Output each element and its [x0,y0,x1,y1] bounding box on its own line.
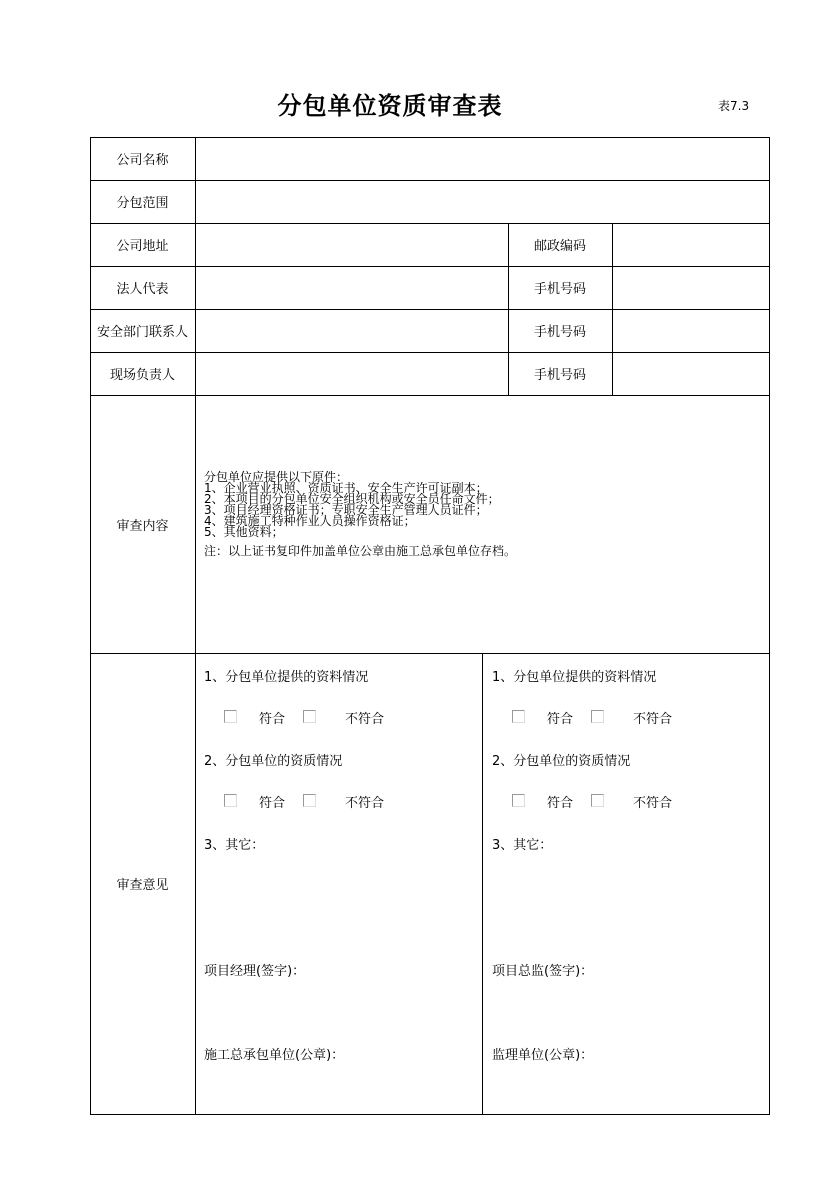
mobile-label: 手机号码 [533,282,586,297]
address-field[interactable] [196,224,508,266]
border [90,1114,770,1115]
mobile-label: 手机号码 [533,325,586,340]
requirement-line: 2、本项目的分包单位安全组织机构或安全员任命文件； [204,492,500,506]
requirement-line: 4、建筑施工特种作业人员操作资格证； [204,514,416,528]
mobile-label: 手机号码 [533,368,586,383]
mobile-field[interactable] [613,267,769,309]
table-number: 表7.3 [718,99,750,113]
postcode-label: 邮政编码 [533,239,586,254]
nonconform-label: 不符合 [345,712,385,727]
question-qualification: 2、分包单位的资质情况 [204,754,343,769]
question-materials: 1、分包单位提供的资料情况 [204,670,369,685]
mobile-field[interactable] [613,353,769,395]
opinion-label: 审查意见 [116,878,169,893]
conform-label: 符合 [547,712,574,727]
signature-label: 项目总监(签字)： [492,964,594,979]
site-manager-label: 现场负责人 [109,368,175,383]
question-materials: 1、分包单位提供的资料情况 [492,670,657,685]
checkbox-nonconform[interactable] [591,710,604,723]
opinion-column-contractor [204,653,474,1113]
review-content-label: 审查内容 [116,518,169,534]
page-title: 分包单位资质审查表 [277,92,503,120]
checkbox-nonconform[interactable] [303,710,316,723]
address-label: 公司地址 [116,239,169,254]
requirement-line: 1、企业营业执照、资质证书、安全生产许可证副本； [204,481,488,495]
safety-contact-field[interactable] [196,310,508,352]
seal-label: 施工总承包单位(公章)： [204,1048,345,1063]
conform-label: 符合 [259,796,286,811]
scope-label: 分包范围 [116,196,169,211]
legal-rep-field[interactable] [196,267,508,309]
checkbox-conform[interactable] [224,794,237,807]
scope-field[interactable] [196,181,769,223]
seal-label: 监理单位(公章)： [492,1048,594,1063]
checkbox-conform[interactable] [512,710,525,723]
question-qualification: 2、分包单位的资质情况 [492,754,631,769]
opinion-column-supervisor [492,653,762,1113]
checkbox-nonconform[interactable] [303,794,316,807]
site-manager-field[interactable] [196,353,508,395]
question-other: 3、其它： [204,838,265,853]
divider [482,653,483,1114]
safety-contact-label: 安全部门联系人 [96,325,188,340]
nonconform-label: 不符合 [345,796,385,811]
requirement-line: 3、项目经理资格证书；专职安全生产管理人员证件； [204,503,488,517]
company-name-label: 公司名称 [116,153,169,168]
legal-rep-label: 法人代表 [116,282,169,297]
question-other: 3、其它： [492,838,553,853]
checkbox-conform[interactable] [224,710,237,723]
conform-label: 符合 [259,712,286,727]
nonconform-label: 不符合 [633,796,673,811]
requirement-line: 分包单位应提供以下原件： [204,470,349,484]
signature-label: 项目经理(签字)： [204,964,306,979]
review-requirements [204,472,516,557]
checkbox-conform[interactable] [512,794,525,807]
border [769,137,770,1115]
checkbox-nonconform[interactable] [591,794,604,807]
conform-label: 符合 [547,796,574,811]
review-note: 注：以上证书复印件加盖单位公章由施工总承包单位存档。 [204,544,517,558]
postcode-field[interactable] [613,224,769,266]
nonconform-label: 不符合 [633,712,673,727]
company-name-field[interactable] [196,138,769,180]
mobile-field[interactable] [613,310,769,352]
requirement-line: 5、其他资料； [204,525,284,539]
